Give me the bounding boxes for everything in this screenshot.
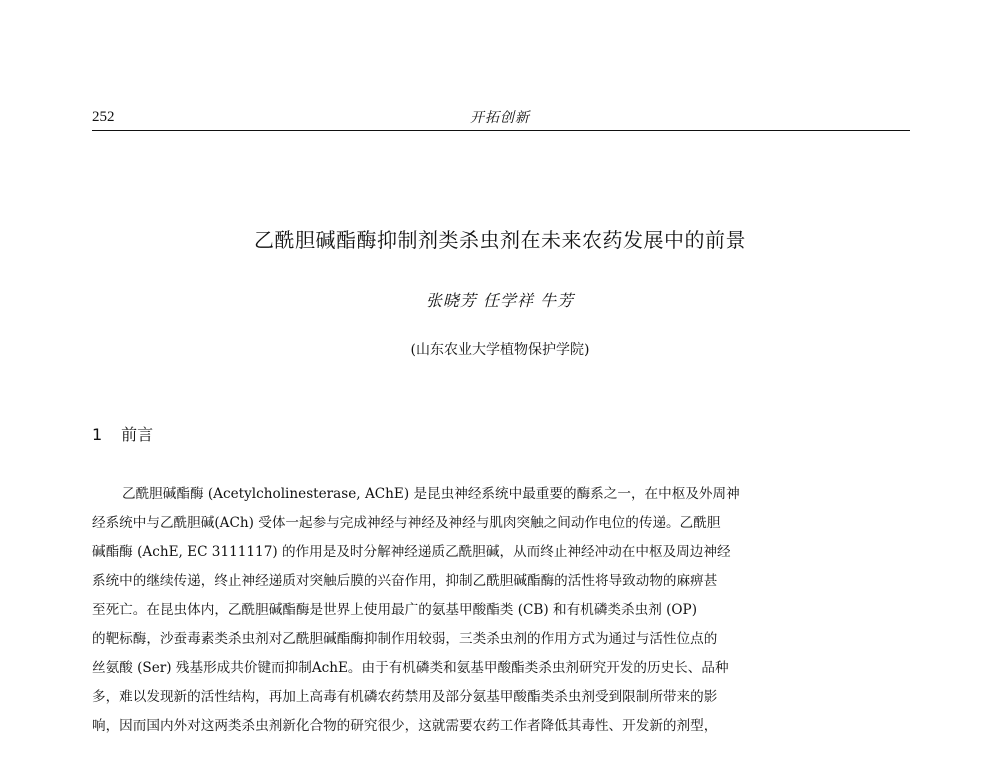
section-heading: [92, 424, 153, 446]
running-title: 开拓创新: [470, 110, 530, 126]
body-line: 响，因而国内外对这两类杀虫剂新化合物的研究很少，这就需要农药工作者降低其毒性、开发新的剂型，: [92, 718, 718, 734]
section-title: 前言: [121, 425, 154, 444]
body-line: 经系统中与乙酰胆碱(ACh) 受体一起参与完成神经与神经及神经与肌肉突触之间动作电位的传递。乙酰胆: [92, 515, 721, 531]
body-line: 多，难以发现新的活性结构，再加上高毒有机磷农药禁用及部分氨基甲酸酯类杀虫剂受到限制所带来的影: [92, 689, 718, 705]
article-title: 乙酰胆碱酯酶抑制剂类杀虫剂在未来农药发展中的前景: [254, 228, 746, 252]
section-number: 1: [92, 425, 103, 444]
body-paragraph: [92, 480, 910, 741]
body-line: 的靶标酶，沙蚕毒素类杀虫剂对乙酰胆碱酯酶抑制作用较弱，三类杀虫剂的作用方式为通过与活性位点的: [92, 631, 718, 647]
running-header: [92, 108, 910, 131]
body-line: 系统中的继续传递，终止神经递质对突触后膜的兴奋作用，抑制乙酰胆碱酯酶的活性将导致动物的麻痹甚: [92, 573, 718, 589]
body-line: 丝氨酸 (Ser) 残基形成共价键而抑制AchE。由于有机磷类和氨基甲酸酯类杀虫剂研究开发的历史长、品种: [92, 660, 729, 676]
body-line: 至死亡。在昆虫体内，乙酰胆碱酯酶是世界上使用最广的氨基甲酸酯类 (CB) 和有机磷类杀虫剂 (OP): [92, 602, 698, 618]
body-line: 碱酯酶 (AchE, EC 3111117) 的作用是及时分解神经递质乙酰胆碱，从而终止神经冲动在中枢及周边神经: [92, 544, 731, 560]
page-number: 252: [92, 109, 115, 125]
article-affiliation: (山东农业大学植物保护学院): [410, 342, 590, 358]
body-line: 乙酰胆碱酯酶 (Acetylcholinesterase, AChE) 是昆虫神经系统中最重要的酶系之一，在中枢及外周神: [122, 486, 740, 502]
article-authors: 张晓芳 任学祥 牛芳: [425, 291, 575, 310]
